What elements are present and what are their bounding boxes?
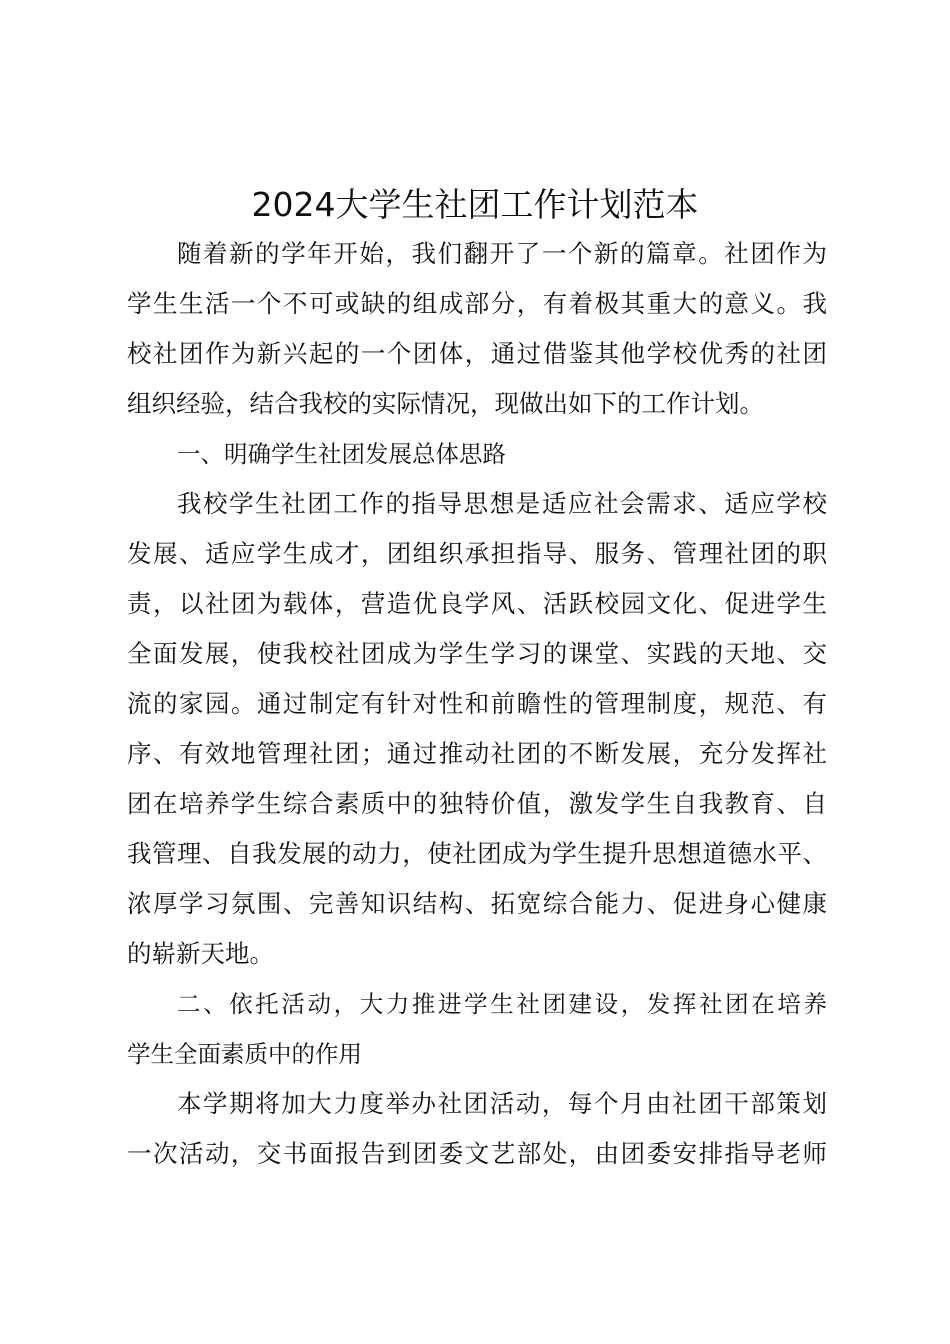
text-line: 随着新的学年开始，我们翻开了一个新的篇章。社团作为: [177, 239, 827, 268]
text-line: 发展、适应学生成才，团组织承担指导、服务、管理社团的职: [127, 539, 827, 568]
document-title: 2024大学生社团工作计划范本: [251, 185, 699, 224]
text-line: 我校学生社团工作的指导思想是适应社会需求、适应学校: [177, 489, 827, 518]
text-line: 序、有效地管理社团；通过推动社团的不断发展，充分发挥社: [127, 739, 827, 768]
text-line: 责，以社团为载体，营造优良学风、活跃校园文化、促进学生: [127, 589, 827, 618]
text-line: 全面发展，使我校社团成为学生学习的课堂、实践的天地、交: [127, 639, 827, 668]
text-line: 本学期将加大力度举办社团活动，每个月由社团干部策划: [177, 1089, 827, 1118]
section-heading: 一、明确学生社团发展总体思路: [177, 440, 506, 468]
text-line: 组织经验，结合我校的实际情况，现做出如下的工作计划。: [127, 389, 764, 418]
text-line: 学生生活一个不可或缺的组成部分，有着极其重大的意义。我: [127, 289, 827, 318]
text-line: 的崭新天地。: [127, 939, 274, 968]
text-line: 一次活动，交书面报告到团委文艺部处，由团委安排指导老师: [127, 1139, 827, 1168]
text-line: 流的家园。通过制定有针对性和前瞻性的管理制度，规范、有: [127, 689, 827, 718]
section-heading: 二、依托活动，大力推进学生社团建设，发挥社团在培养: [177, 990, 827, 1018]
text-line: 我管理、自我发展的动力，使社团成为学生提升思想道德水平、: [127, 839, 827, 868]
text-line: 浓厚学习氛围、完善知识结构、拓宽综合能力、促进身心健康: [127, 889, 827, 918]
section-heading-continued: 学生全面素质中的作用: [127, 1040, 362, 1068]
text-line: 校社团作为新兴起的一个团体，通过借鉴其他学校优秀的社团: [127, 339, 827, 368]
text-line: 团在培养学生综合素质中的独特价值，激发学生自我教育、自: [127, 789, 827, 818]
